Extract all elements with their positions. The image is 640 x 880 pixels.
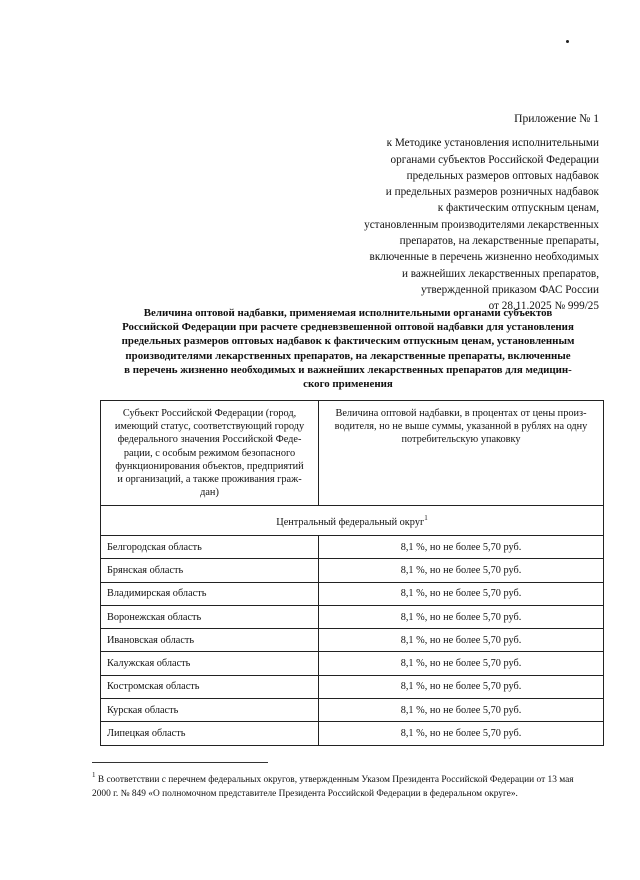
markup-table <box>100 400 604 746</box>
header-line: рации, с особым режимом безопасного <box>123 447 296 459</box>
section-row <box>101 506 604 536</box>
appendix-line: от 28.11.2025 № 999/25 <box>488 300 599 313</box>
header-line: функционирования объектов, предприятий <box>115 460 304 472</box>
title-line: Величина оптовой надбавки, применяемая исполнительными органами субъектов <box>143 307 553 319</box>
header-subject <box>101 401 319 506</box>
table-row <box>101 559 604 582</box>
table-row <box>101 722 604 745</box>
table-row <box>101 582 604 605</box>
title-line: ского применения <box>303 378 393 391</box>
table-row <box>101 629 604 652</box>
appendix-line: предельных размеров оптовых надбавок <box>406 169 599 182</box>
table-row <box>101 699 604 722</box>
table-row <box>101 536 604 559</box>
subject-cell: Ивановская область <box>101 629 319 652</box>
title-line: производителями лекарственных препаратов, на лекарственные препараты, включенные <box>125 349 571 362</box>
value-cell: 8,1 %, но не более 5,70 руб. <box>319 652 604 675</box>
footnote-line: 2000 г. № 849 «О полномочном представителе Президента Российской Федерации в федеральном округе». <box>92 788 518 799</box>
appendix-line: и важнейших лекарственных препаратов, <box>401 267 599 280</box>
appendix-number: Приложение № 1 <box>514 112 599 125</box>
subject-cell: Курская область <box>101 699 319 722</box>
title-line: в перечень жизненно необходимых и важнейших лекарственных препаратов для медицин- <box>124 363 572 376</box>
value-cell: 8,1 %, но не более 5,70 руб. <box>319 559 604 582</box>
appendix-line: и предельных размеров розничных надбавок <box>385 186 599 199</box>
title-line: предельных размеров оптовых надбавок к фактическим отпускным ценам, установленным <box>121 335 575 348</box>
section-label: Центральный федеральный округ <box>276 516 425 528</box>
appendix-line: к Методике установления исполнительными <box>386 137 599 150</box>
header-line: потребительскую упаковку <box>401 434 521 446</box>
footnote-text: В соответствии с перечнем федеральных округов, утвержденным Указом Президента Российской Федерации от 13 мая <box>95 775 574 785</box>
value-cell: 8,1 %, но не более 5,70 руб. <box>319 536 604 559</box>
footnote-ref: 1 <box>424 513 428 522</box>
header-line: водителя, но не выше суммы, указанной в рублях на одну <box>334 421 588 433</box>
appendix-block <box>299 111 599 315</box>
header-line: и организаций, а также проживания граж- <box>117 474 302 486</box>
table-row <box>101 675 604 698</box>
header-value <box>319 401 604 506</box>
footnote-divider <box>92 762 268 763</box>
value-cell: 8,1 %, но не более 5,70 руб. <box>319 699 604 722</box>
footnote <box>92 769 612 801</box>
table-row <box>101 605 604 628</box>
header-line: Субъект Российской Федерации (город, <box>122 408 297 419</box>
header-line: федерального значения Российской Феде- <box>117 434 302 446</box>
header-line: Величина оптовой надбавки, в процентах от цены произ- <box>335 408 587 419</box>
value-cell: 8,1 %, но не более 5,70 руб. <box>319 722 604 745</box>
document-title <box>88 306 608 391</box>
appendix-line: органами субъектов Российской Федерации <box>390 153 599 166</box>
subject-cell: Белгородская область <box>101 536 319 559</box>
value-cell: 8,1 %, но не более 5,70 руб. <box>319 629 604 652</box>
subject-cell: Владимирская область <box>101 582 319 605</box>
subject-cell: Липецкая область <box>101 722 319 745</box>
header-line: имеющий статус, соответствующий городу <box>114 421 305 433</box>
table-row <box>101 652 604 675</box>
subject-cell: Калужская область <box>101 652 319 675</box>
subject-cell: Воронежская область <box>101 605 319 628</box>
value-cell: 8,1 %, но не более 5,70 руб. <box>319 605 604 628</box>
appendix-line: к фактическим отпускным ценам, <box>437 202 599 215</box>
footnote-mark: 1 <box>92 771 96 779</box>
subject-cell: Брянская область <box>101 559 319 582</box>
appendix-line: утвержденной приказом ФАС России <box>420 283 599 296</box>
value-cell: 8,1 %, но не более 5,70 руб. <box>319 582 604 605</box>
appendix-line: препаратов, на лекарственные препараты, <box>399 235 599 248</box>
appendix-line: включенные в перечень жизненно необходимых <box>369 251 599 264</box>
appendix-line: установленным производителями лекарственных <box>364 218 599 231</box>
scan-speck <box>566 40 569 43</box>
table-header-row <box>101 401 604 506</box>
section-cell <box>101 506 604 536</box>
footnote-line <box>92 769 612 788</box>
subject-cell: Костромская область <box>101 675 319 698</box>
title-line: Российской Федерации при расчете средневзвешенной оптовой надбавки для установления <box>122 321 574 334</box>
value-cell: 8,1 %, но не более 5,70 руб. <box>319 675 604 698</box>
header-line: дан) <box>200 487 219 499</box>
